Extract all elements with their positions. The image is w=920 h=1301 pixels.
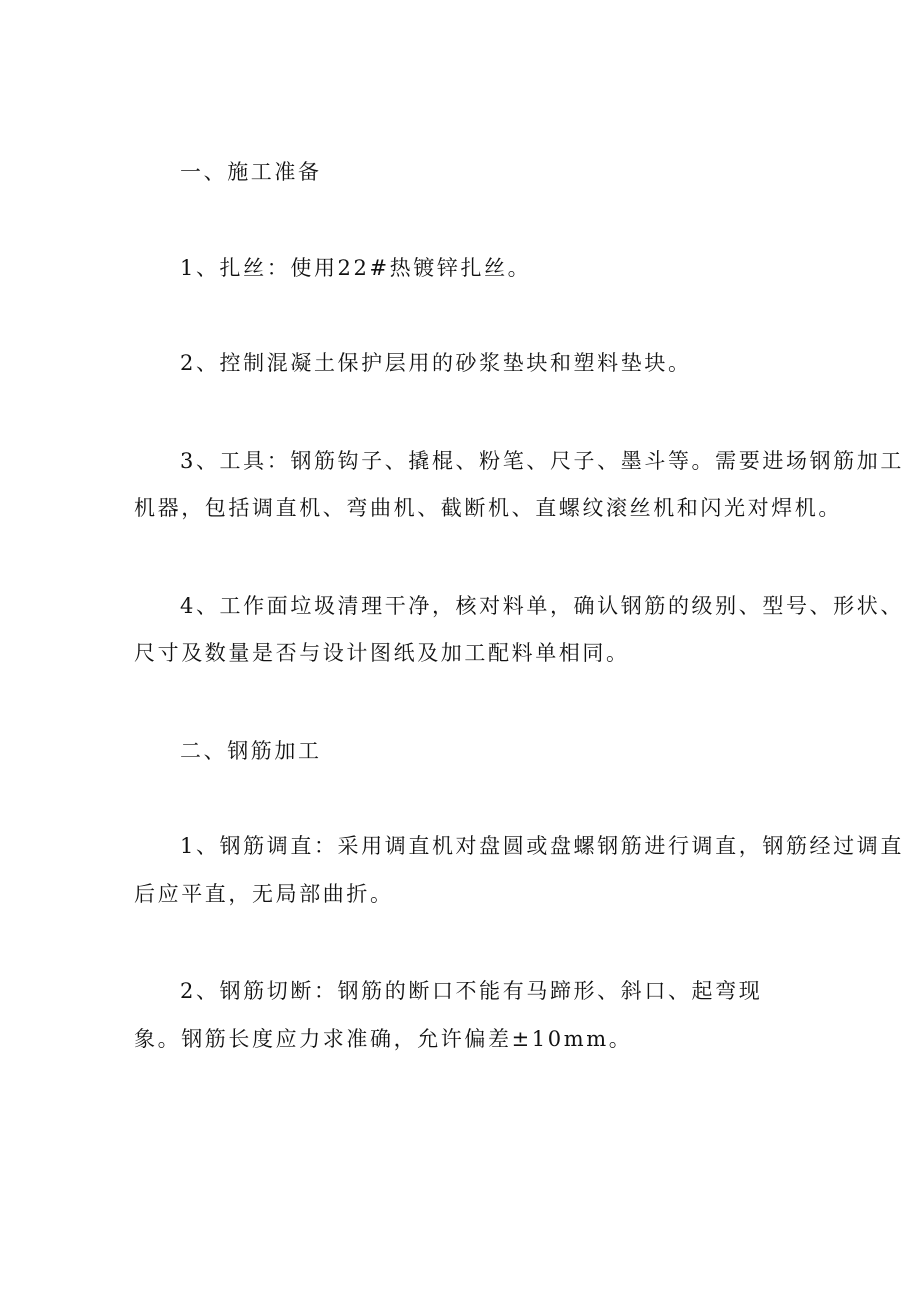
paragraph-workface-line-2: 尺寸及数量是否与设计图纸及加工配料单相同。 [134, 641, 630, 665]
paragraph-workface-line-1: 4、工作面垃圾清理干净，核对料单，确认钢筋的级别、型号、形状、 [180, 594, 904, 618]
paragraph-cutting-line-1: 2、钢筋切断：钢筋的断口不能有马蹄形、斜口、起弯现 [180, 979, 763, 1003]
paragraph-tools-line-1: 3、工具：钢筋钩子、撬棍、粉笔、尺子、墨斗等。需要进场钢筋加工 [180, 449, 904, 473]
paragraph-spacer-blocks: 2、控制混凝土保护层用的砂浆垫块和塑料垫块。 [180, 351, 692, 375]
paragraph-straightening-line-1: 1、钢筋调直：采用调直机对盘圆或盘螺钢筋进行调直，钢筋经过调直 [180, 834, 904, 858]
paragraph-tools-line-2: 机器，包括调直机、弯曲机、截断机、直螺纹滚丝机和闪光对焊机。 [134, 496, 842, 520]
paragraph-binding-wire: 1、扎丝：使用22#热镀锌扎丝。 [180, 256, 532, 280]
paragraph-cutting-line-2: 象。钢筋长度应力求准确，允许偏差±10mm。 [134, 1027, 633, 1051]
paragraph-straightening-line-2: 后应平直，无局部曲折。 [134, 882, 394, 906]
section-heading-construction-prep: 一、施工准备 [180, 160, 322, 184]
section-heading-rebar-processing: 二、钢筋加工 [180, 739, 322, 763]
